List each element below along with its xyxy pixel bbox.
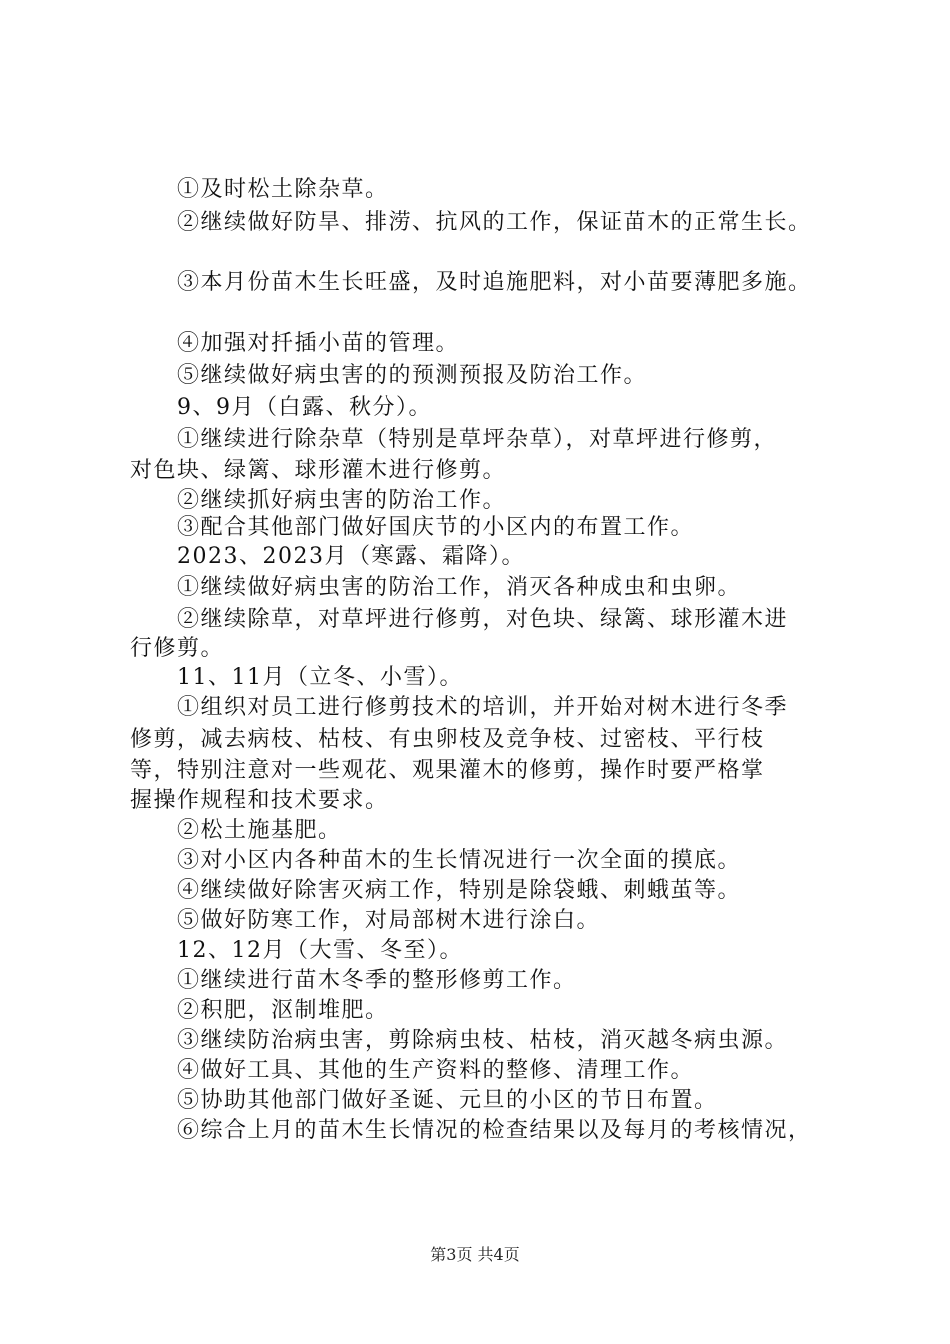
text-line: ①组织对员工进行修剪技术的培训，并开始对树木进行冬季 (177, 695, 789, 720)
text-line: ①及时松土除杂草。 (177, 177, 389, 202)
text-line: ④做好工具、其他的生产资料的整修、清理工作。 (177, 1058, 695, 1083)
text-line: ②松土施基肥。 (177, 818, 342, 843)
text-line: ②积肥，沤制堆肥。 (177, 998, 389, 1023)
text-line: ②继续抓好病虫害的防治工作。 (177, 488, 507, 513)
text-line: ③对小区内各种苗木的生长情况进行一次全面的摸底。 (177, 848, 742, 873)
section-heading: 2023、2023月（寒露、霜降）。 (177, 544, 525, 569)
text-line: ①继续做好病虫害的防治工作，消灭各种成虫和虫卵。 (177, 575, 742, 600)
section-heading: 9、9月（白露、秋分）。 (177, 395, 432, 420)
text-line: ④继续做好除害灭病工作，特别是除袋蛾、刺蛾茧等。 (177, 878, 742, 903)
text-line-continuation: 对色块、绿篱、球形灌木进行修剪。 (130, 458, 507, 483)
page-footer: 第3页 共4页 (430, 1245, 520, 1264)
text-line-continuation: 行修剪。 (130, 636, 225, 661)
section-heading: 11、11月（立冬、小雪）。 (177, 665, 463, 690)
text-line: ②继续除草，对草坪进行修剪，对色块、绿篱、球形灌木进 (177, 607, 789, 632)
text-line: ⑥综合上月的苗木生长情况的检查结果以及每月的考核情况， (177, 1118, 812, 1143)
text-line: ②继续做好防旱、排涝、抗风的工作，保证苗木的正常生长。 (177, 210, 812, 235)
text-line: ④加强对扦插小苗的管理。 (177, 331, 460, 356)
text-line: ③继续防治病虫害，剪除病虫枝、枯枝，消灭越冬病虫源。 (177, 1028, 789, 1053)
text-line-continuation: 修剪，减去病枝、枯枝、有虫卵枝及竞争枝、过密枝、平行枝 (130, 727, 765, 752)
text-line: ③本月份苗木生长旺盛，及时追施肥料，对小苗要薄肥多施。 (177, 270, 812, 295)
text-line-continuation: 等，特别注意对一些观花、观果灌木的修剪，操作时要严格掌 (130, 758, 765, 783)
text-line-continuation: 握操作规程和技术要求。 (130, 788, 389, 813)
section-heading: 12、12月（大雪、冬至）。 (177, 938, 463, 963)
text-line: ③配合其他部门做好国庆节的小区内的布置工作。 (177, 515, 695, 540)
text-line: ⑤继续做好病虫害的的预测预报及防治工作。 (177, 363, 648, 388)
text-line: ⑤协助其他部门做好圣诞、元旦的小区的节日布置。 (177, 1088, 718, 1113)
text-line: ①继续进行除杂草（特别是草坪杂草），对草坪进行修剪， (177, 427, 778, 452)
text-line: ①继续进行苗木冬季的整形修剪工作。 (177, 968, 577, 993)
text-line: ⑤做好防寒工作，对局部树木进行涂白。 (177, 908, 601, 933)
